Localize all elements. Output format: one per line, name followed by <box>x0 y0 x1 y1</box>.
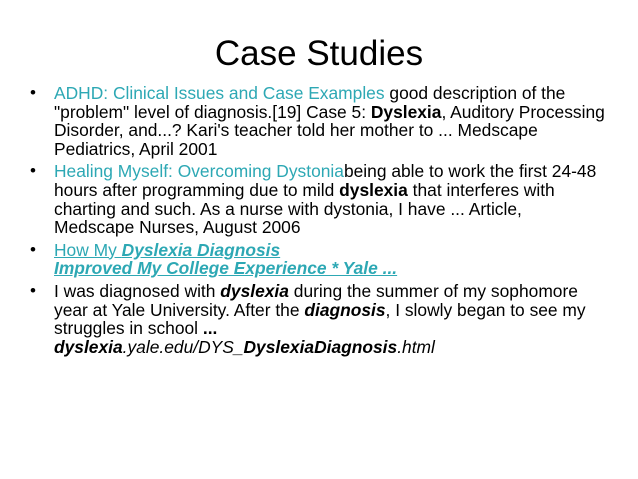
bullet-icon: • <box>30 280 36 300</box>
list-item <box>30 241 605 278</box>
item-text: , Auditory Processing Disorder, and...? Kari's teacher told her mother to ... Medscape Pediatrics, April 2001 <box>54 101 605 159</box>
list-item <box>30 282 605 356</box>
list-item <box>30 84 605 158</box>
bullet-icon: • <box>30 161 36 181</box>
link-bold-text: Dyslexia Diagnosis <box>121 239 281 260</box>
item-bold-text: dyslexia <box>339 179 408 200</box>
bullet-icon: • <box>30 83 36 102</box>
item-text: during the summer of my sophomore year at Yale University. After the <box>54 280 578 320</box>
link-text: How My <box>54 239 122 260</box>
adhd-article-link[interactable]: ADHD: Clinical Issues and Case Examples <box>54 83 385 103</box>
item-text: being able to work the first 24-48 hours after programming due to mild <box>54 161 597 200</box>
item-text: I was diagnosed with <box>54 280 221 301</box>
yale-article-link[interactable] <box>54 240 397 279</box>
item-bold-text: ... <box>202 318 218 339</box>
item-bold-text: diagnosis <box>304 299 386 320</box>
item-text: that interferes with charting and such. As a nurse with dystonia, I have ... Article, Medscape Nurses, August 2006 <box>54 179 555 238</box>
item-text: , I slowly began to see my struggles in school <box>54 299 586 339</box>
dystonia-article-link[interactable]: Healing Myself: Overcoming Dystonia <box>54 161 344 182</box>
bullet-list <box>30 84 605 360</box>
slide-title: Case Studies <box>214 34 424 73</box>
item-text: good description of the "problem" level of diagnosis.[19] Case 5: <box>54 83 566 122</box>
bullet-icon: • <box>30 239 36 259</box>
item-bold-text: dyslexia <box>220 280 289 301</box>
list-item <box>30 162 605 236</box>
source-url: dyslexia.yale.edu/DYS_DyslexiaDiagnosis.html <box>54 336 435 357</box>
link-bold-text: Improved My College Experience * Yale ... <box>54 258 398 279</box>
item-bold-text: Dyslexia <box>370 101 442 122</box>
